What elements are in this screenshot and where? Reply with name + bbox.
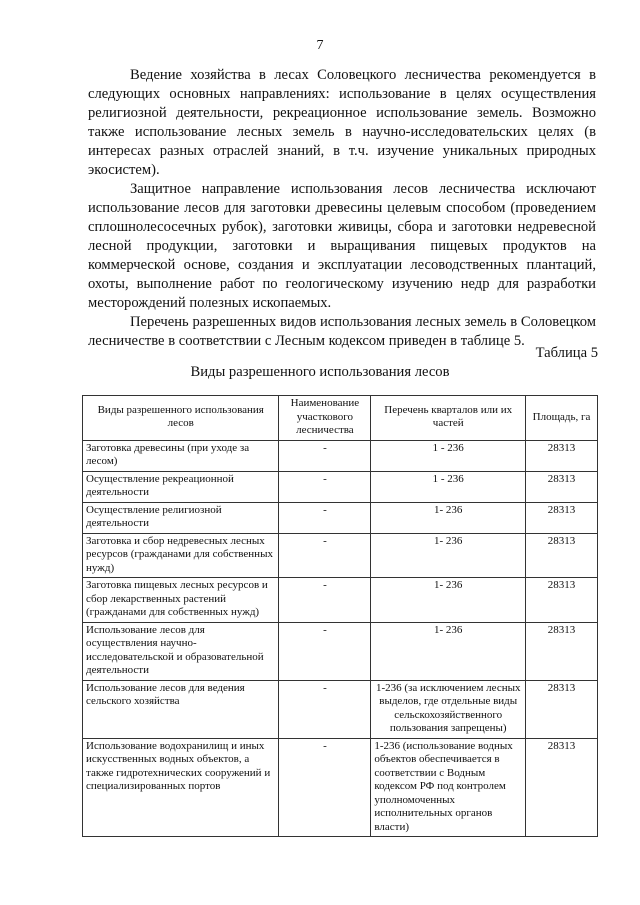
body-text xyxy=(88,66,596,351)
cell-use-type: Заготовка и сбор недревесных лесных ресурсов (гражданами для собственных нужд) xyxy=(83,533,279,578)
cell-quarters: 1- 236 xyxy=(371,622,526,680)
table-header-row xyxy=(83,396,598,441)
paragraph-table-reference: Перечень разрешенных видов использования лесных земель в Соловецком лесничестве в соответствии с Лесным кодексом приведен в таблице 5. xyxy=(88,314,596,349)
cell-quarters: 1- 236 xyxy=(371,533,526,578)
cell-quarters: 1- 236 xyxy=(371,578,526,623)
table-row xyxy=(83,440,598,471)
cell-forestry-name: - xyxy=(279,502,371,533)
cell-forestry-name: - xyxy=(279,471,371,502)
paragraph-usage-directions: Ведение хозяйства в лесах Соловецкого лесничества рекомендуется в следующих основных направлениях: использование в целях осуществления религиозной деятельности, рекреационное использование земель. Возможно также использование лесных земель в научно-исследовательских целях (в интересах разных отраслей знаний, в т.ч. изучение уникальных природных экосистем). xyxy=(88,67,596,178)
cell-quarters: 1-236 (за исключением лесных выделов, где отдельные виды сельскохозяйственного пользования запрещены) xyxy=(371,680,526,738)
header-quarters: Перечень кварталов или их частей xyxy=(371,396,526,441)
paragraph-protective-restrictions: Защитное направление использования лесов лесничества исключают использование лесов для заготовки древесины целевым способом (проведением сплошнолесосечных рубок), заготовки живицы, сбора и заготовки недревесной лесной продукции, заготовки и выращивания пищевых продуктов на коммерческой основе, создания и эксплуатации лесоводственных плантаций, охоты, выполнение работ по геологическому изучению недр для разработки месторождений полезных ископаемых. xyxy=(88,181,596,311)
table-row xyxy=(83,502,598,533)
cell-area: 28313 xyxy=(526,680,598,738)
cell-quarters: 1 - 236 xyxy=(371,440,526,471)
header-use-type: Виды разрешенного использования лесов xyxy=(83,396,279,441)
cell-forestry-name: - xyxy=(279,533,371,578)
table-title: Виды разрешенного использования лесов xyxy=(190,364,450,380)
header-forestry-name: Наименование участкового лесничества xyxy=(279,396,371,441)
table-row xyxy=(83,622,598,680)
cell-area: 28313 xyxy=(526,440,598,471)
table-row xyxy=(83,738,598,837)
cell-use-type: Осуществление религиозной деятельности xyxy=(83,502,279,533)
cell-area: 28313 xyxy=(526,578,598,623)
cell-area: 28313 xyxy=(526,471,598,502)
cell-quarters: 1-236 (использование водных объектов обеспечивается в соответствии с Водным кодексом РФ под контролем уполномоченных исполнительных органов власти) xyxy=(371,738,526,837)
header-area: Площадь, га xyxy=(526,396,598,441)
cell-area: 28313 xyxy=(526,533,598,578)
permitted-uses-table xyxy=(82,395,598,837)
cell-use-type: Использование лесов для ведения сельского хозяйства xyxy=(83,680,279,738)
table-row xyxy=(83,471,598,502)
page-number: 7 xyxy=(316,38,324,53)
cell-use-type: Использование водохранилищ и иных искусственных водных объектов, а также гидротехнических сооружений и специализированных портов xyxy=(83,738,279,837)
cell-area: 28313 xyxy=(526,738,598,837)
table-label: Таблица 5 xyxy=(535,345,598,361)
cell-use-type: Осуществление рекреационной деятельности xyxy=(83,471,279,502)
cell-area: 28313 xyxy=(526,502,598,533)
table-row xyxy=(83,680,598,738)
cell-forestry-name: - xyxy=(279,440,371,471)
cell-forestry-name: - xyxy=(279,622,371,680)
cell-use-type: Заготовка древесины (при уходе за лесом) xyxy=(83,440,279,471)
cell-quarters: 1 - 236 xyxy=(371,471,526,502)
cell-forestry-name: - xyxy=(279,578,371,623)
cell-use-type: Использование лесов для осуществления научно-исследовательской и образовательной деятельности xyxy=(83,622,279,680)
cell-forestry-name: - xyxy=(279,680,371,738)
cell-area: 28313 xyxy=(526,622,598,680)
cell-quarters: 1- 236 xyxy=(371,502,526,533)
cell-forestry-name: - xyxy=(279,738,371,837)
table-row xyxy=(83,533,598,578)
cell-use-type: Заготовка пищевых лесных ресурсов и сбор лекарственных растений (гражданами для собственных нужд) xyxy=(83,578,279,623)
table-row xyxy=(83,578,598,623)
